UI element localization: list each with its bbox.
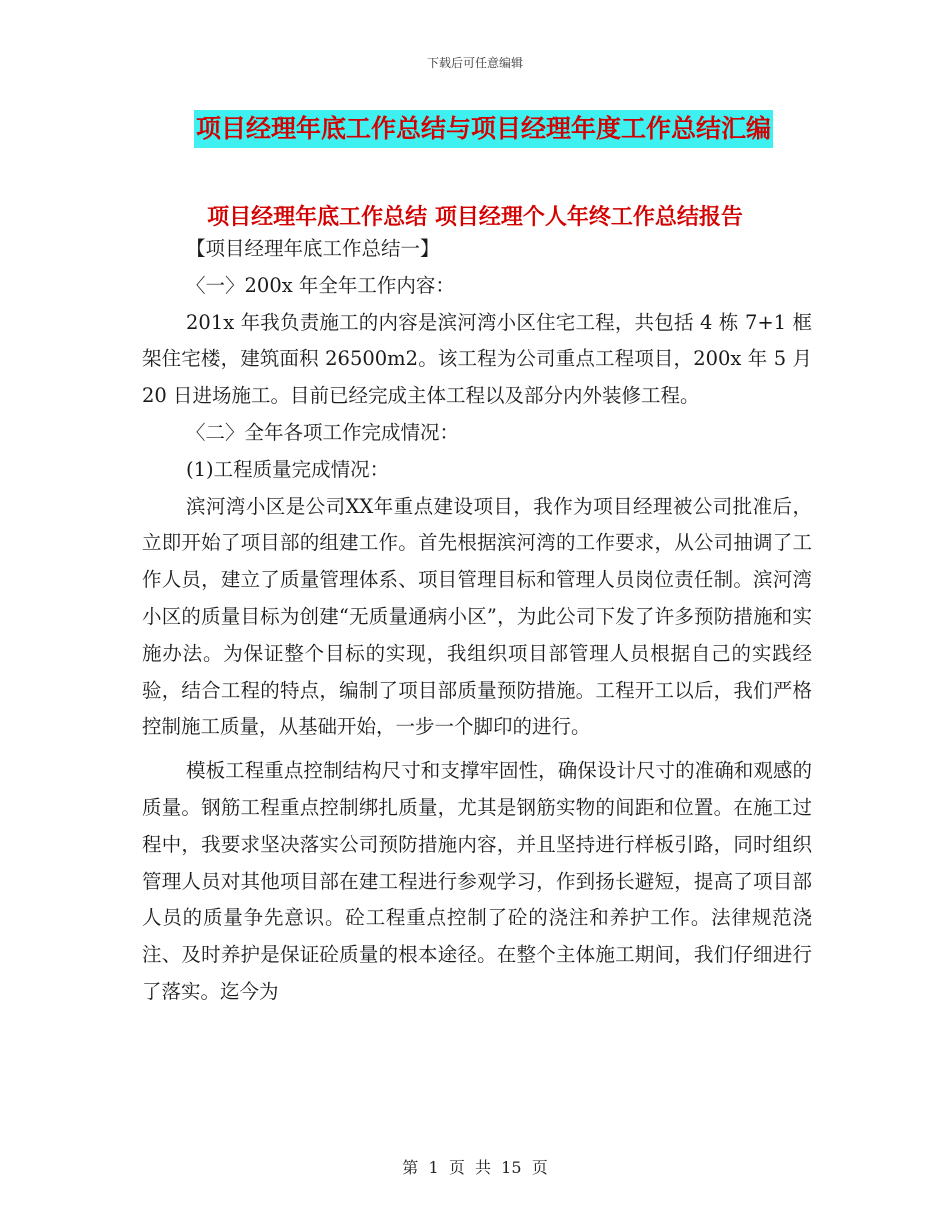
page-indicator: 第 1 页 共 15 页 (402, 1158, 548, 1177)
body-paragraph: 201x 年我负责施工的内容是滨河湾小区住宅工程，共包括 4 栋 7+1 框架住宅楼，建筑面积 26500m2。该工程为公司重点工程项目，200x 年 5 月 20 日进场施工。目前已经完成主体工程以及部分内外装修工程。 (142, 310, 812, 408)
section-heading: 【项目经理年底工作总结一】 (186, 237, 440, 260)
item-heading: (1)工程质量完成情况： (186, 457, 390, 481)
body-paragraph: 模板工程重点控制结构尺寸和支撑牢固性，确保设计尺寸的准确和观感的质量。钢筋工程重点控制绑扎质量，尤其是钢筋实物的间距和位置。在施工过程中，我要求坚决落实公司预防措施内容，并且坚持进行样板引路，同时组织管理人员对其他项目部在建工程进行参观学习，作到扬长避短，提高了项目部人员的质量争先意识。砼工程重点控制了砼的浇注和养护工作。法律规范浇注、及时养护是保证砼质量的根本途径。在整个主体施工期间，我们仔细进行了落实。迄今为 (142, 759, 812, 1003)
subsection-heading: 〈二〉全年各项工作完成情况： (186, 420, 460, 444)
body-paragraph: 滨河湾小区是公司XX年重点建设项目，我作为项目经理被公司批准后，立即开始了项目部的组建工作。首先根据滨河湾的工作要求，从公司抽调了工作人员，建立了质量管理体系、项目管理目标和管理人员岗位责任制。滨河湾小区的质量目标为创建“无质量通病小区”，为此公司下发了许多预防措施和实施办法。为保证整个目标的实现，我组织项目部管理人员根据自己的实践经验，结合工程的特点，编制了项目部质量预防措施。工程开工以后，我们严格控制施工质量，从基础开始，一步一个脚印的进行。 (142, 494, 812, 739)
document-title: 项目经理年底工作总结与项目经理年度工作总结汇编 (194, 110, 773, 148)
header-note: 下载后可任意编辑 (426, 56, 523, 70)
document-body (142, 224, 812, 1011)
document-subtitle: 项目经理年底工作总结 项目经理个人年终工作总结报告 (207, 204, 743, 230)
subsection-heading: 〈一〉200x 年全年工作内容： (186, 273, 455, 297)
